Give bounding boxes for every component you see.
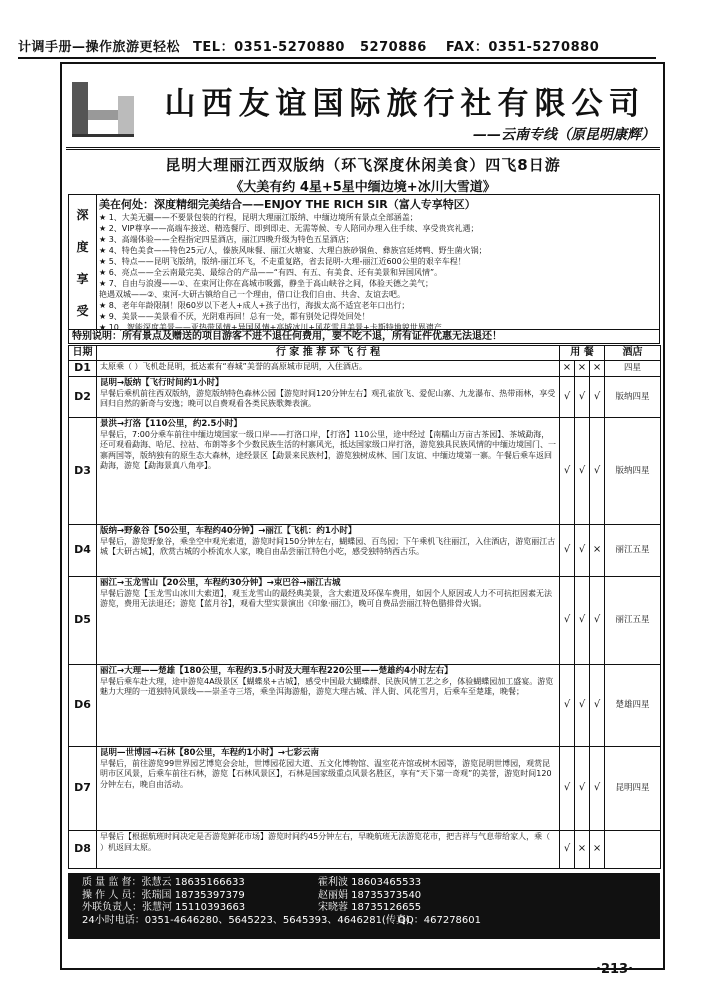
day-description — [97, 361, 560, 377]
table-row — [69, 418, 661, 525]
day-text: 早餐后乘机前往西双版纳，游览版纳特色森林公园【游览时间120分钟左右】观孔雀放飞、爱伲山寨、九龙瀑布、热带雨林，享受回归自然的新奇与安逸；晚可以自费观看各类民族歌舞表演。 — [100, 388, 556, 409]
day-label: D4 — [69, 525, 97, 577]
meal-mark: √ — [590, 377, 605, 418]
hotel-level: 版纳四星 — [605, 377, 661, 418]
contact-entry: 外联负责人：张慧河 15110393663 — [82, 902, 246, 913]
contact-entry: QQ：467278601 — [398, 914, 482, 926]
meal-mark: √ — [560, 525, 575, 577]
meal-mark: √ — [590, 747, 605, 831]
meal-mark: × — [590, 831, 605, 869]
day-label: D8 — [69, 831, 97, 869]
feature-item: 艳遇双城——②、束河-大研古镇给自己一个理由，借口让我们自由、共舍、友谊去吧。 — [99, 290, 406, 299]
hotel-level: 版纳四星 — [605, 418, 661, 525]
feature-item: ★ 2、VIP尊享——高端车接送、精选餐厅、即到即走、无需等候、专人陪同办理入住手续、享受贵宾礼遇； — [99, 224, 479, 233]
day-description — [97, 418, 560, 525]
special-note: 特别说明：所有景点及赠送的项目游客不进不退任何费用，要不吃不退，所有证件优惠无法退还！ — [68, 330, 660, 344]
contact-row — [82, 890, 646, 903]
tour-subtitle: 《大美有约 4星+5星中缅边境+冰川大雪道》 — [230, 180, 496, 195]
contact-entry: 操 作 人 员：张瑞国 18735397379 — [82, 889, 245, 901]
day-route: 版纳→野象谷【50公里，车程约40分钟】→丽江【飞机：约1小时】 — [100, 526, 357, 536]
divider — [66, 147, 660, 150]
hotel-level: 四星 — [605, 361, 661, 377]
meal-mark: √ — [575, 377, 590, 418]
day-label: D5 — [69, 577, 97, 665]
day-description — [97, 377, 560, 418]
contact-row — [82, 877, 646, 890]
contact-entry: 宋晓蓉 18735126655 — [318, 902, 422, 913]
day-route: 景洪→打洛【110公里，约2.5小时】 — [100, 419, 242, 429]
day-route: 昆明—世博园→石林【80公里，车程约1小时】→七彩云南 — [100, 748, 319, 758]
day-label: D2 — [69, 377, 97, 418]
contact-entry: 质 量 监 督：张慧云 18635166633 — [82, 877, 245, 888]
hotel-level: 昆明四星 — [605, 747, 661, 831]
meal-mark: √ — [590, 577, 605, 665]
table-row — [69, 361, 661, 377]
hotel-level: 丽江五星 — [605, 525, 661, 577]
feature-item: ★ 4、特色美食——特色25元/人，傣族风味餐、丽江火塘宴、大理白族砂锅鱼、彝族宫廷烤鸭、野生菌火锅； — [99, 246, 487, 255]
meal-mark: √ — [560, 747, 575, 831]
day-label: D1 — [69, 361, 97, 377]
contact-row — [82, 902, 646, 915]
day-description — [97, 831, 560, 869]
day-text: 太原乘（ ）飞机赴昆明，抵达素有“春城”美誉的高原城市昆明，入住酒店。 — [100, 362, 367, 371]
meal-mark: × — [590, 361, 605, 377]
header-tel-2: 5270886 — [360, 40, 427, 55]
day-route: 丽江→大理——楚雄【180公里，车程约3.5小时及大理车程220公里——楚雄约4小时左右】 — [100, 666, 453, 676]
day-route: 丽江→玉龙雪山【20公里，车程约30分钟】→束巴谷→丽江古城 — [100, 578, 341, 588]
meal-mark: √ — [590, 418, 605, 525]
day-description — [97, 665, 560, 747]
meal-mark: × — [560, 361, 575, 377]
header-date: 日期 — [69, 346, 97, 361]
day-text: 早餐后，7:00分乘车前往中缅边境国家一级口岸——打洛口岸，【打洛】110公里，途中经过【南糯山万亩古茶园】、茶城勐海，还可观看勐海、哈尼、拉祜、布朗等多个少数民族生活的村寨风光，抵达国家级口岸打洛，游览独具民族风情的中缅边境国门、一寨两国等，版纳独有的原生态大森林，途经景区【勐景来民族村】，游览独树成林、国门友谊、中缅边境第一寨。午餐后乘车返回勐海，游览【勐海景真八角亭】。 — [100, 429, 556, 471]
page-number: ·213· — [596, 962, 634, 977]
header-tel: TEL：0351-5270880 — [193, 40, 345, 55]
meal-mark: × — [590, 525, 605, 577]
meal-mark: √ — [590, 665, 605, 747]
contact-entry: 赵丽娟 18735373540 — [318, 889, 422, 901]
day-description — [97, 525, 560, 577]
meal-mark: √ — [560, 831, 575, 869]
meal-mark: √ — [560, 418, 575, 525]
meal-mark: √ — [575, 418, 590, 525]
header-fax: FAX：0351-5270880 — [445, 40, 600, 55]
day-label: D7 — [69, 747, 97, 831]
table-row — [69, 377, 661, 418]
feature-item: ★ 8、老年年龄限制！限60岁以下老人+成人+孩子出行，海拔太高不适宜老年口出行； — [99, 301, 410, 310]
meal-mark: × — [575, 831, 590, 869]
table-row — [69, 525, 661, 577]
contacts-block — [68, 873, 660, 939]
itinerary-table — [68, 345, 661, 869]
day-text: 早餐后【根据航班时间决定是否游览鲜花市场】游览时间约45分钟左右，早晚航班无法游览花市，把吉祥与气息带给家人，乘（ ）机返回太原。 — [100, 832, 551, 852]
header-slogan: 计调手册—操作旅游更轻松 — [18, 40, 181, 55]
table-row — [69, 831, 661, 869]
feature-item: ★ 6、亮点——全云南最完美、最综合的产品——“有四、有五、有美食、还有美景和异国风情”。 — [99, 268, 443, 277]
table-row — [69, 577, 661, 665]
feature-item: ★ 1、大美无疆——不要景包装的行程，昆明大理丽江版纳、中缅边境所有景点全部涵盖； — [99, 213, 418, 222]
hotel-level — [605, 831, 661, 869]
day-text: 早餐后，游览野象谷，乘坐空中观光索道，游览时间150分钟左右，蝴蝶园、百鸟园；下午乘机飞往丽江，入住酒店，游览丽江古城【大研古城】，欣赏古城的小桥流水人家，晚自由品尝丽江特色小吃，感受独特纳西古乐。 — [100, 536, 556, 557]
contact-entry: 霍利波 18603465533 — [318, 877, 422, 888]
meal-mark: √ — [575, 525, 590, 577]
day-text: 早餐后乘车赴大理，途中游览4A级景区【蝴蝶泉+古城】，感受中国最大蝴蝶群、民族风情工艺之乡，体验蝴蝶园加工盛宴。游览魅力大理的一道独特风景线——崇圣寺三塔，乘坐洱海游船，游览大理古城、洋人街、风花雪月，后乘车至楚雄，晚餐； — [100, 676, 554, 697]
contact-row — [82, 915, 646, 928]
meal-mark: √ — [575, 577, 590, 665]
contact-entry: 24小时电话：0351-4646280、5645223、5645393、4646281(传真) — [82, 914, 410, 926]
table-header-row — [69, 346, 661, 361]
day-description — [97, 747, 560, 831]
day-description — [97, 577, 560, 665]
features-side-label: 深 度 享 受 — [69, 195, 97, 331]
day-text: 早餐后，前往游览99世界园艺博览会会址，世博园花园大道、五文化博物馆、温室花卉馆或树木园等，游览昆明世博园，观赏昆明市区风景，后乘车前往石林，游览【石林风景区】，石林是国家级重点风景名胜区，享有“天下第一奇观”的美誉，游览时间120分钟左右，晚自由活动。 — [100, 758, 552, 789]
feature-item: ★ 7、自由与浪漫——①、在束河让你在高城市吸露，静坐于高山峡谷之间，体验天德之美气； — [99, 279, 433, 288]
feature-item: ★ 10、智能深度美景——亚热带风情+异国风情+高城冰川+风花雪月美景+卡斯特地貌世界遗产 — [99, 323, 442, 332]
company-name: 山西友谊国际旅行社有限公司 — [164, 86, 646, 122]
day-label: D6 — [69, 665, 97, 747]
hotel-level: 楚雄四星 — [605, 665, 661, 747]
meal-mark: √ — [575, 665, 590, 747]
day-label: D3 — [69, 418, 97, 525]
header-itinerary: 行 家 推 荐 环 飞 行 程 — [97, 346, 560, 361]
feature-item: ★ 5、特点——昆明飞版纳，版纳-丽江环飞，不走重复路，省去昆明-大理-丽江近600公里的艰辛车程！ — [99, 257, 466, 266]
meal-mark: × — [575, 361, 590, 377]
day-text: 早餐后游览【玉龙雪山冰川大索道】，观玉龙雪山的最经典美景，含大索道及环保车费用，如因个人原因或人力不可抗拒因素无法游览，费用无法退还；游览【蓝月谷】，观看大型实景演出《印象·丽江》，晚可自费品尝丽江特色腊排骨火锅。 — [100, 588, 552, 609]
meal-mark: √ — [560, 377, 575, 418]
day-route: 昆明→版纳【飞行时间约1小时】 — [100, 378, 224, 388]
hotel-level: 丽江五星 — [605, 577, 661, 665]
header-bar — [18, 36, 656, 59]
feature-item: ★ 9、美景——美景看不厌，光阴难再回！总有一处，都有别处记得处回处！ — [99, 312, 370, 321]
header-meals: 用 餐 — [560, 346, 605, 361]
feature-item: ★ 3、高端体验——全程指定四星酒店，丽江四晚升级为特色五星酒店； — [99, 235, 354, 244]
meal-mark: √ — [560, 577, 575, 665]
header-hotel: 酒店 — [605, 346, 661, 361]
features-box — [68, 194, 660, 330]
table-row — [69, 665, 661, 747]
meal-mark: √ — [575, 747, 590, 831]
meal-mark: √ — [560, 665, 575, 747]
table-row — [69, 747, 661, 831]
company-logo-icon — [70, 76, 138, 140]
tour-title: 昆明大理丽江西双版纳（环飞深度休闲美食）四飞8日游 — [165, 156, 561, 174]
features-heading: 美在何处：深度精细完美结合——ENJOY THE RICH SIR（富人专享特区） — [99, 198, 476, 211]
company-subtitle: ——云南专线（原昆明康辉） — [473, 127, 655, 143]
